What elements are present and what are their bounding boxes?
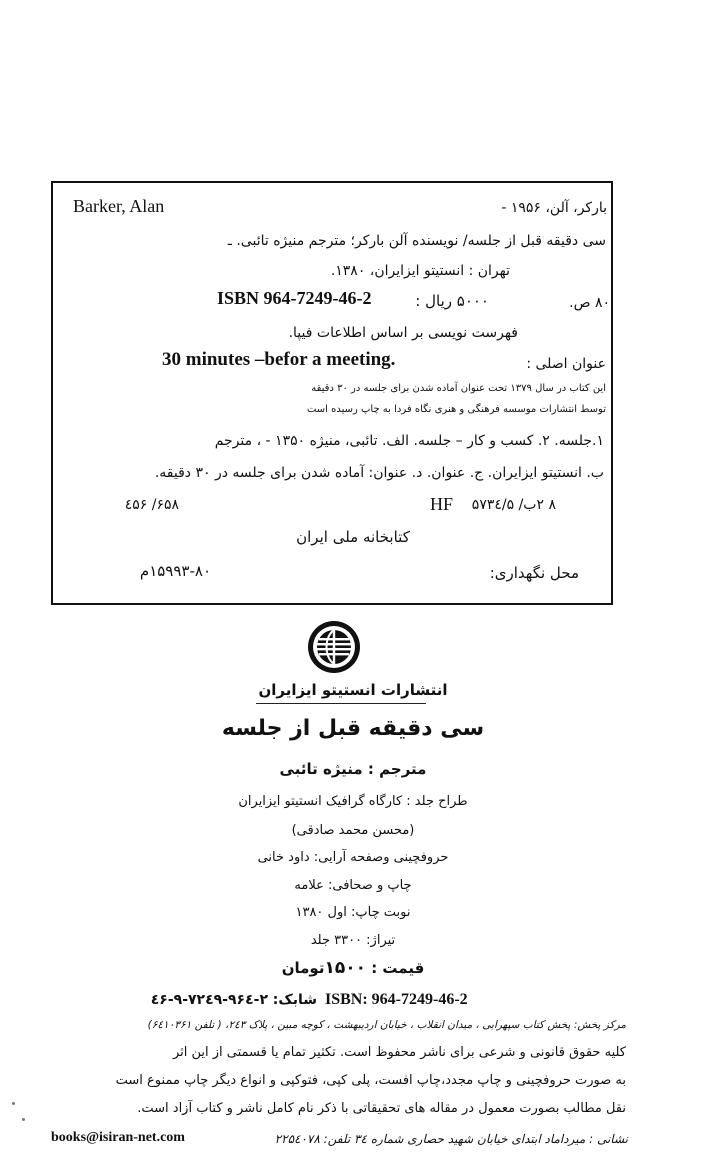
cip-title-statement: سی دقیقه قبل از جلسه/ نویسنده آلن بارکر؛ مترجم منیژه تائبی. ـ bbox=[227, 233, 606, 249]
cip-fipa-note: فهرست نویسی بر اساس اطلاعات فیپا. bbox=[288, 325, 518, 341]
book-title: سی دقیقه قبل از جلسه bbox=[221, 716, 485, 741]
cip-pages: ۸۰ ص. bbox=[569, 295, 610, 311]
address-line: نشانی : میرداماد ابتدای خیابان شهید حصاری شماره ۳٤ تلفن: ۲۲۵٤۰۷۸ bbox=[274, 1132, 628, 1146]
printing-binding-credit: چاپ و صحافی: علامه bbox=[294, 878, 412, 893]
cip-author-latin: Barker, Alan bbox=[73, 196, 165, 216]
publisher-globe-logo-icon bbox=[306, 619, 362, 675]
edition-info: نوبت چاپ: اول ۱۳۸۰ bbox=[295, 905, 411, 920]
cover-designer-credit: طراح جلد : کارگاه گرافیک انستیتو ایزایران bbox=[238, 794, 468, 809]
cip-isbn: ISBN 964-7249-46-2 bbox=[217, 288, 372, 308]
cip-original-title: 30 minutes –befor a meeting. bbox=[162, 349, 396, 370]
cip-national-library: کتابخانه ملی ایران bbox=[296, 528, 410, 546]
cip-author-fa: بارکر، آلن، ۱۹۵۶ - bbox=[501, 200, 607, 216]
isbn-fa-number: ۲-٤۶-۹-۷۲٤۹-۹۶٤ bbox=[150, 992, 268, 1008]
rights-line1: کلیه حقوق قانونی و شرعی برای ناشر محفوظ است. تکثیر تمام یا قسمتی از این اثر bbox=[172, 1045, 626, 1060]
cip-original-title-label: عنوان اصلی : bbox=[526, 356, 606, 372]
price-label: قیمت : bbox=[371, 959, 425, 977]
publisher-name-underline bbox=[256, 703, 426, 704]
cip-note-line1: این کتاب در سال ۱۳۷۹ تحت عنوان آماده شدن برای جلسه در ۳۰ دقیقه bbox=[311, 383, 606, 394]
price-unit: تومان bbox=[281, 959, 325, 977]
cip-lc-class-hf: HF bbox=[430, 494, 454, 514]
print-run-info: تیراژ: ۳۳۰۰ جلد bbox=[310, 933, 396, 948]
distribution-center: مرکز پخش: پخش کتاب سپهرابی ، میدان انقلاب ، خیابان اردیبهشت ، کوچه مبین ، پلاک ۲٤۳، ( تلفن ۶٤۱۰۳۶۱) bbox=[147, 1019, 626, 1031]
cip-lc-class: ۸ ۲ب/ ۵۷۳٤/۵ bbox=[471, 497, 556, 513]
isbn-latin: ISBN: 964-7249-46-2 bbox=[325, 991, 468, 1008]
cip-imprint: تهران : انستیتو ایزایران، ۱۳۸۰. bbox=[330, 263, 510, 279]
cip-dewey: ۶۵۸/ ٤۵۶ bbox=[124, 497, 179, 513]
price-line bbox=[0, 960, 706, 977]
publisher-email: books@isiran-net.com bbox=[51, 1130, 185, 1145]
scan-mark bbox=[12, 1102, 15, 1105]
publisher-name: انتشارات انستیتو ایزایران bbox=[258, 681, 448, 699]
typesetting-credit: حروفچینی وصفحه آرایی: داود خانی bbox=[257, 850, 449, 865]
cip-added-entries: ب. انستیتو ایزایران. ج. عنوان. د. عنوان: آماده شدن برای جلسه در ۳۰ دقیقه. bbox=[154, 465, 604, 481]
cip-note-line2: توسط انتشارات موسسه فرهنگی و هنری نگاه فردا به چاپ رسیده است bbox=[306, 404, 606, 415]
cover-designer-name: (محسن محمد صادقی) bbox=[291, 823, 415, 838]
cip-call-number: ۱۵۹۹۳-۸۰م bbox=[139, 562, 211, 580]
price-value: ۱۵۰۰ bbox=[324, 958, 366, 978]
translator-credit: مترجم : منیژه تائبی bbox=[279, 760, 427, 778]
rights-line2: به صورت حروفچینی و چاپ مجدد،چاپ افست، پلی کپی، فتوکپی و انواع دیگر چاپ ممنوع است bbox=[115, 1073, 626, 1088]
isbn-fa-label: شابک: bbox=[272, 992, 317, 1008]
scan-mark bbox=[22, 1118, 25, 1121]
cip-subjects: ۱.جلسه. ۲. کسب و کار – جلسه. الف. تائبی، منیژه ۱۳۵۰ - ، مترجم bbox=[214, 433, 604, 449]
cip-price: ۵۰۰۰ ریال : bbox=[415, 292, 489, 310]
cip-location-label: محل نگهداری: bbox=[489, 564, 579, 582]
rights-line3: نقل مطالب بصورت معمول در مقاله های تحقیقاتی با ذکر نام کامل ناشر و کتاب آزاد است. bbox=[137, 1101, 626, 1116]
